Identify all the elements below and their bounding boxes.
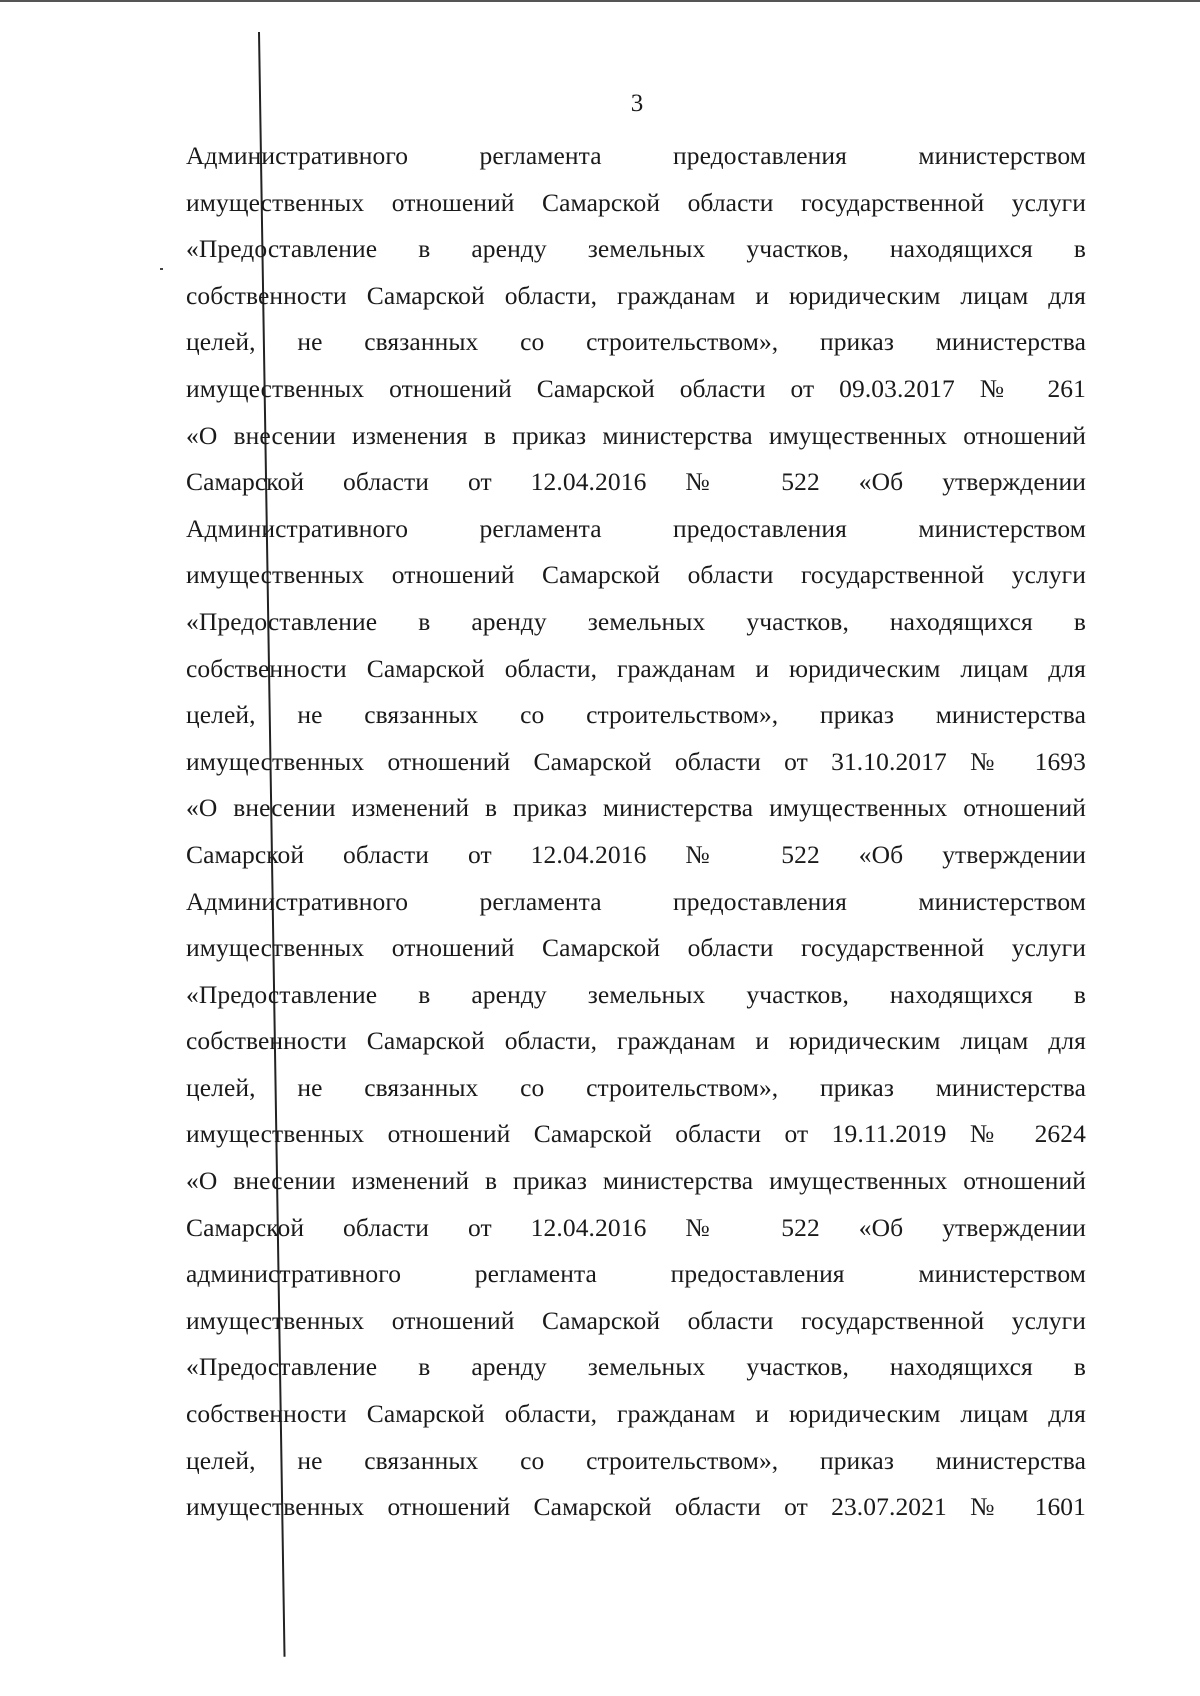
- text-line: «О внесении изменения в приказ министерства имущественных отношений: [186, 420, 1086, 450]
- text-line: имущественных отношений Самарской области от 31.10.2017 № 1693: [186, 746, 1086, 776]
- text-line: целей, не связанных со строительством», приказ министерства: [186, 327, 1086, 357]
- text-line: имущественных отношений Самарской области от 09.03.2017 № 261: [186, 373, 1086, 403]
- text-line: имущественных отношений Самарской области от 23.07.2021 № 1601: [186, 1492, 1086, 1522]
- page-number: 3: [630, 90, 644, 117]
- text-line: Самарской области от 12.04.2016 № 522 «Об утверждении: [186, 467, 1086, 497]
- text-line: имущественных отношений Самарской области государственной услуги: [186, 1305, 1086, 1335]
- text-line: «О внесении изменений в приказ министерства имущественных отношений: [186, 793, 1086, 823]
- text-line: Самарской области от 12.04.2016 № 522 «Об утверждении: [186, 839, 1086, 869]
- scan-speck: [160, 268, 163, 270]
- text-line: «Предоставление в аренду земельных участков, находящихся в: [186, 979, 1086, 1009]
- text-line: «Предоставление в аренду земельных участков, находящихся в: [186, 606, 1086, 636]
- text-line: целей, не связанных со строительством», приказ министерства: [186, 1445, 1086, 1475]
- text-line: имущественных отношений Самарской области от 19.11.2019 № 2624: [186, 1119, 1086, 1149]
- text-line: «Предоставление в аренду земельных участков, находящихся в: [186, 1352, 1086, 1382]
- text-line: Самарской области от 12.04.2016 № 522 «Об утверждении: [186, 1212, 1086, 1242]
- text-line: имущественных отношений Самарской области государственной услуги: [186, 933, 1086, 963]
- text-line: имущественных отношений Самарской области государственной услуги: [186, 560, 1086, 590]
- text-line: собственности Самарской области, гражданам и юридическим лицам для: [186, 280, 1086, 310]
- text-line: собственности Самарской области, гражданам и юридическим лицам для: [186, 653, 1086, 683]
- text-line: имущественных отношений Самарской области государственной услуги: [186, 187, 1086, 217]
- page-top-border: [0, 0, 1200, 2]
- text-line: целей, не связанных со строительством», приказ министерства: [186, 700, 1086, 730]
- text-line: Административного регламента предоставления министерством: [186, 141, 1086, 170]
- text-line: Административного регламента предоставления министерством: [186, 513, 1086, 543]
- text-line: Административного регламента предоставления министерством: [186, 886, 1086, 916]
- text-line: собственности Самарской области, гражданам и юридическим лицам для: [186, 1399, 1086, 1429]
- text-line: целей, не связанных со строительством», приказ министерства: [186, 1072, 1086, 1102]
- text-line: «Предоставление в аренду земельных участков, находящихся в: [186, 234, 1086, 264]
- text-line: «О внесении изменений в приказ министерства имущественных отношений: [186, 1166, 1086, 1196]
- text-line: административного регламента предоставления министерством: [186, 1259, 1086, 1289]
- document-body: [186, 133, 1086, 1531]
- text-line: собственности Самарской области, гражданам и юридическим лицам для: [186, 1026, 1086, 1056]
